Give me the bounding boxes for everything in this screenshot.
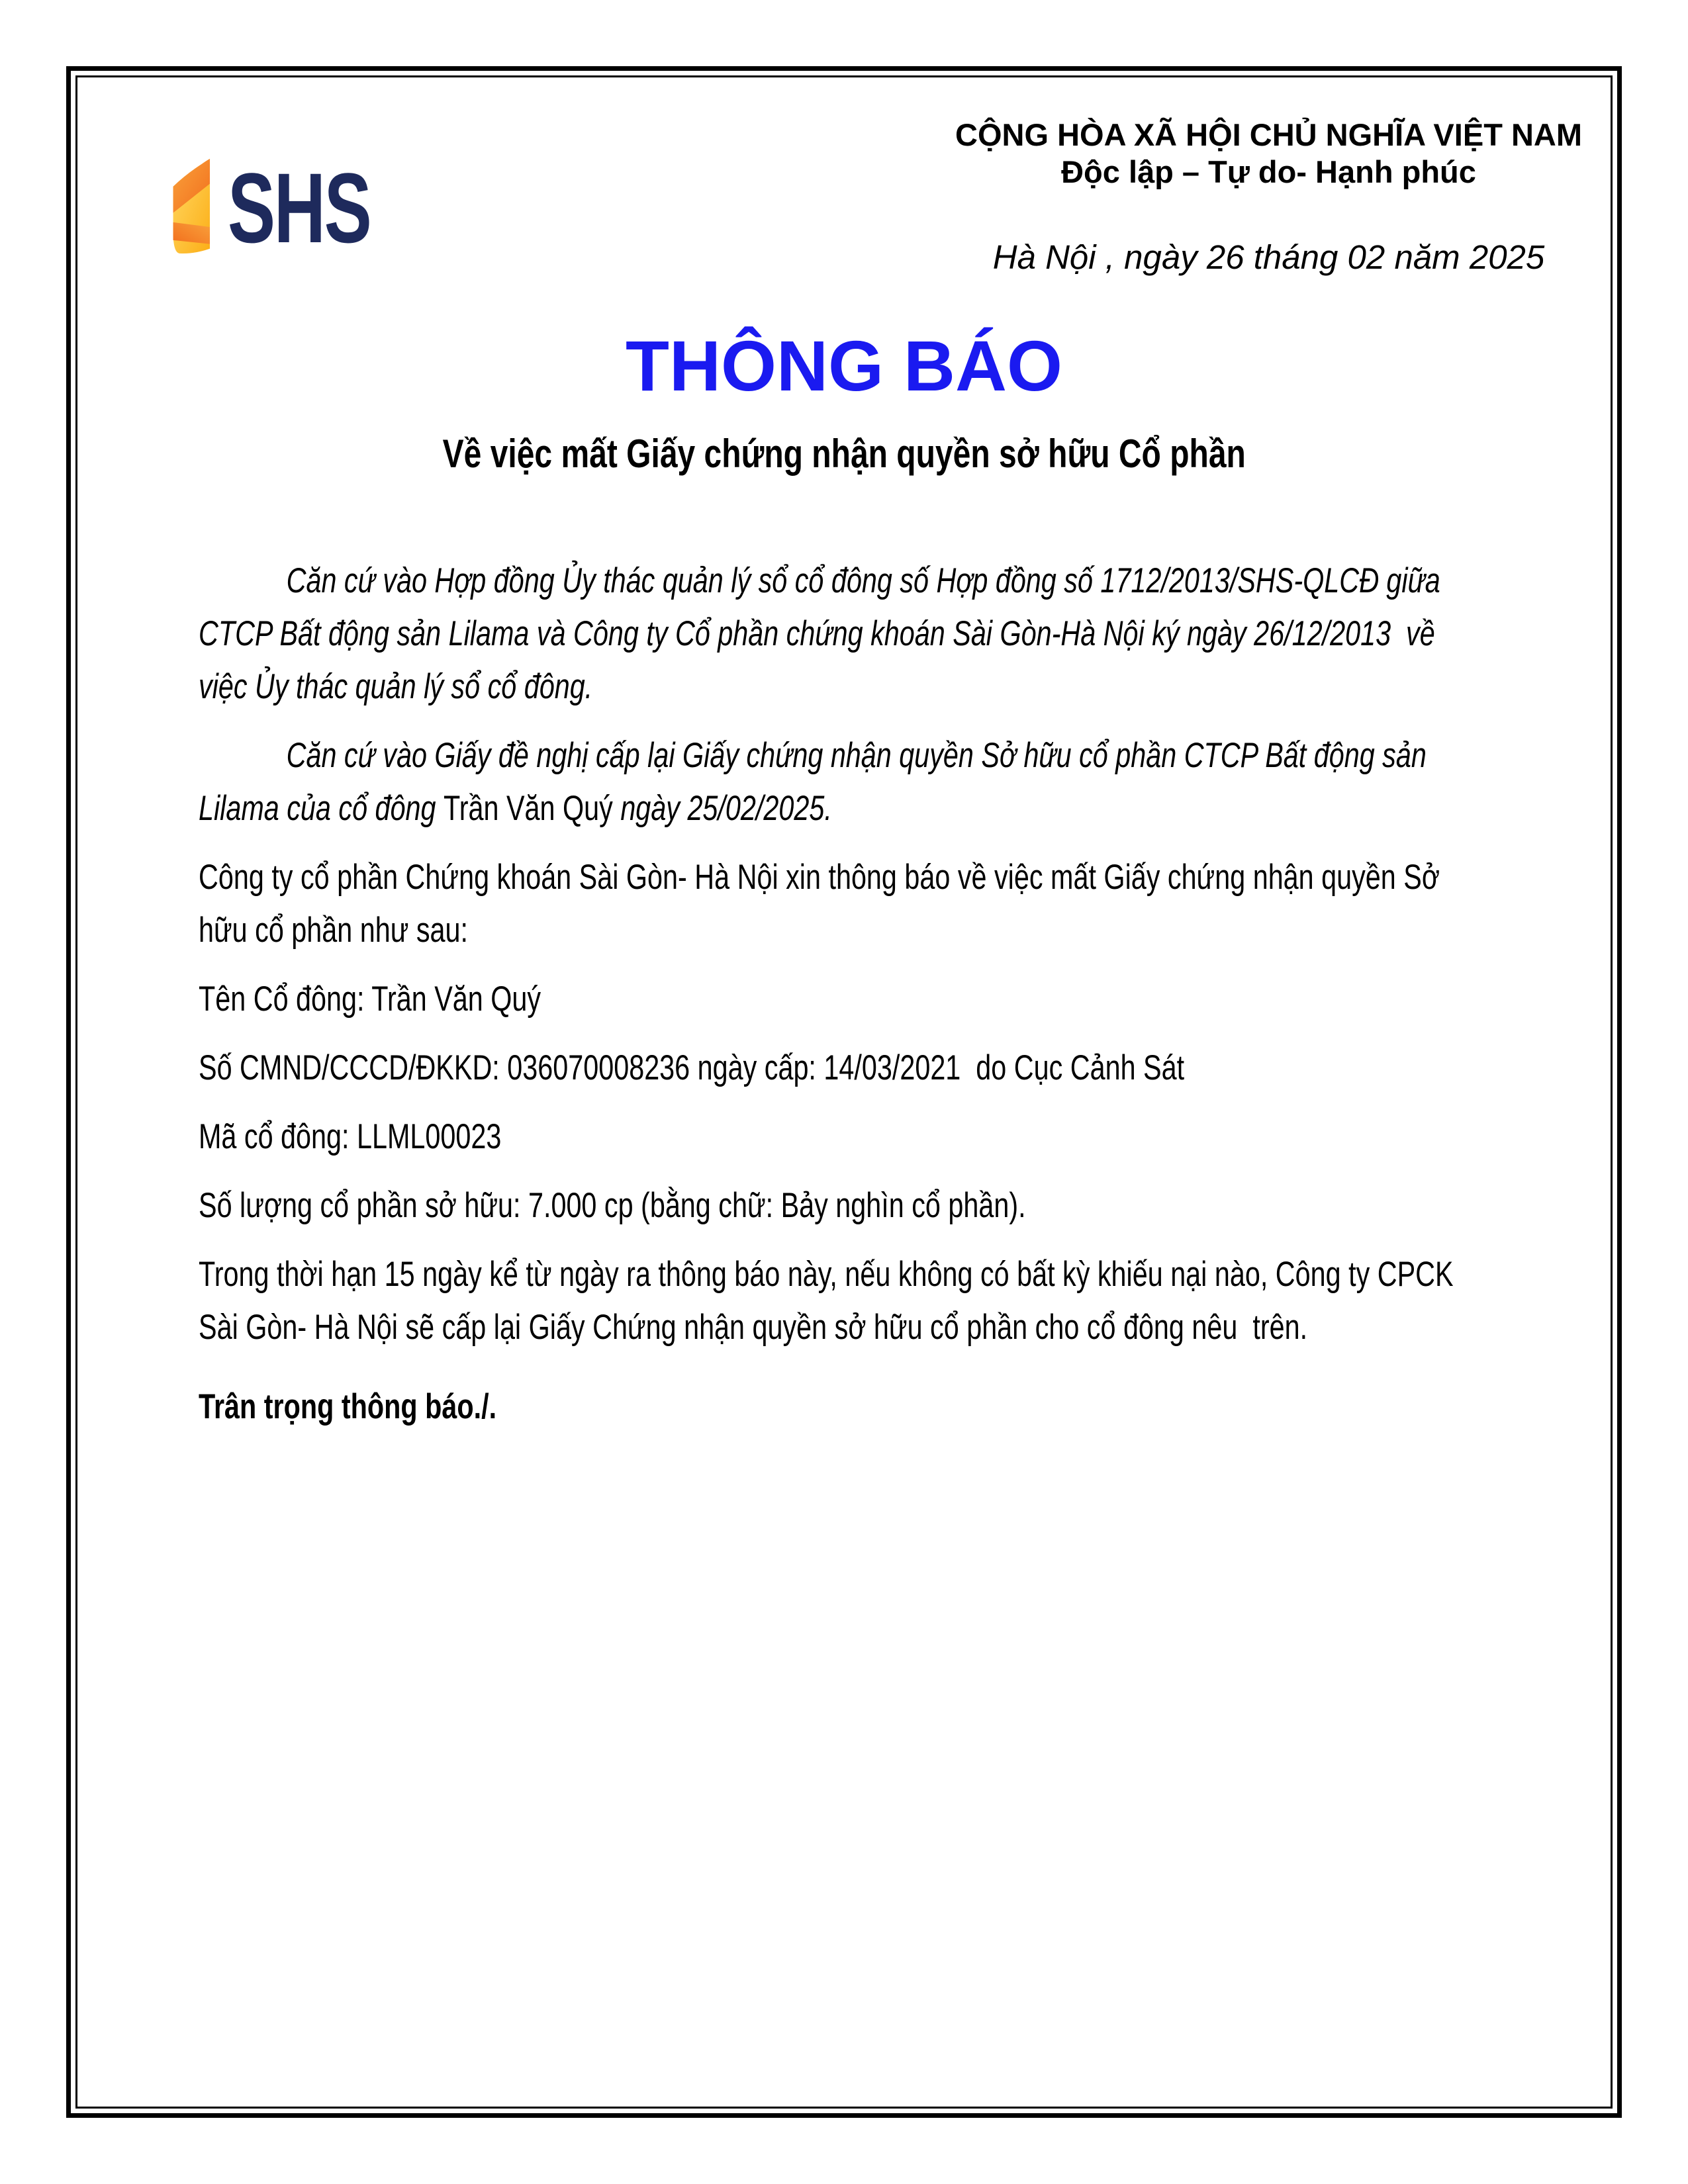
paragraph-2-lead: Căn cứ vào Giấy đề nghị cấp lại Giấy chứng nhận quyền Sở hữu cổ phần CTCP Bất động sản Lilama của cổ đông [199,736,1434,828]
national-motto-header [955,116,1582,277]
date-line: Hà Nội , ngày 26 tháng 02 năm 2025 [992,238,1545,276]
document-subtitle [0,430,1688,478]
motto-line-2: Độc lập – Tự do- Hạnh phúc [1061,154,1476,189]
document-subtitle-text: Về việc mất Giấy chứng nhận quyền sở hữu Cổ phần [442,432,1246,476]
body-paragraph-1: Căn cứ vào Hợp đồng Ủy thác quản lý sổ cổ đông số Hợp đồng số 1712/2013/SHS-QLCĐ giữa CTCP Bất động sản Lilama và Công ty Cổ phần chứng khoán Sài Gòn-Hà Nội ký ngày 26/12/2013 về việc Ủy thác quản lý sổ cổ đông. [199,561,1448,706]
detail-line-shareholder-code: Mã cổ đông: LLML00023 [199,1117,502,1156]
motto-line-1: CỘNG HÒA XÃ HỘI CHỦ NGHĨA VIỆT NAM [955,117,1582,152]
company-logo [171,136,426,279]
shs-ribbon-icon [171,136,213,279]
body-paragraph-4: Trong thời hạn 15 ngày kể từ ngày ra thông báo này, nếu không có bất kỳ khiếu nại nào, Công ty CPCK Sài Gòn- Hà Nội sẽ cấp lại Giấy Chứng nhận quyền sở hữu cổ phần cho cổ đông nêu trên. [199,1255,1462,1347]
closing-line: Trân trọng thông báo./. [199,1387,497,1426]
detail-line-id-number: Số CMND/CCCD/ĐKKD: 036070008236 ngày cấp: 14/03/2021 do Cục Cảnh Sát [199,1048,1185,1087]
body-paragraph-3: Công ty cổ phần Chứng khoán Sài Gòn- Hà Nội xin thông báo về việc mất Giấy chứng nhận quyền Sở hữu cổ phần như sau: [199,858,1448,950]
shareholder-name: Trần Văn Quý [444,789,613,828]
document-body [199,555,1489,1449]
paragraph-2-tail: ngày 25/02/2025. [612,789,832,828]
brand-text: SHS [228,152,371,263]
detail-line-shareholder: Tên Cổ đông: Trần Văn Quý [199,979,541,1019]
body-paragraph-2 [199,729,1489,835]
detail-line-share-quantity: Số lượng cổ phần sở hữu: 7.000 cp (bằng chữ: Bảy nghìn cổ phần). [199,1186,1026,1225]
document-title: THÔNG BÁO [626,326,1062,406]
